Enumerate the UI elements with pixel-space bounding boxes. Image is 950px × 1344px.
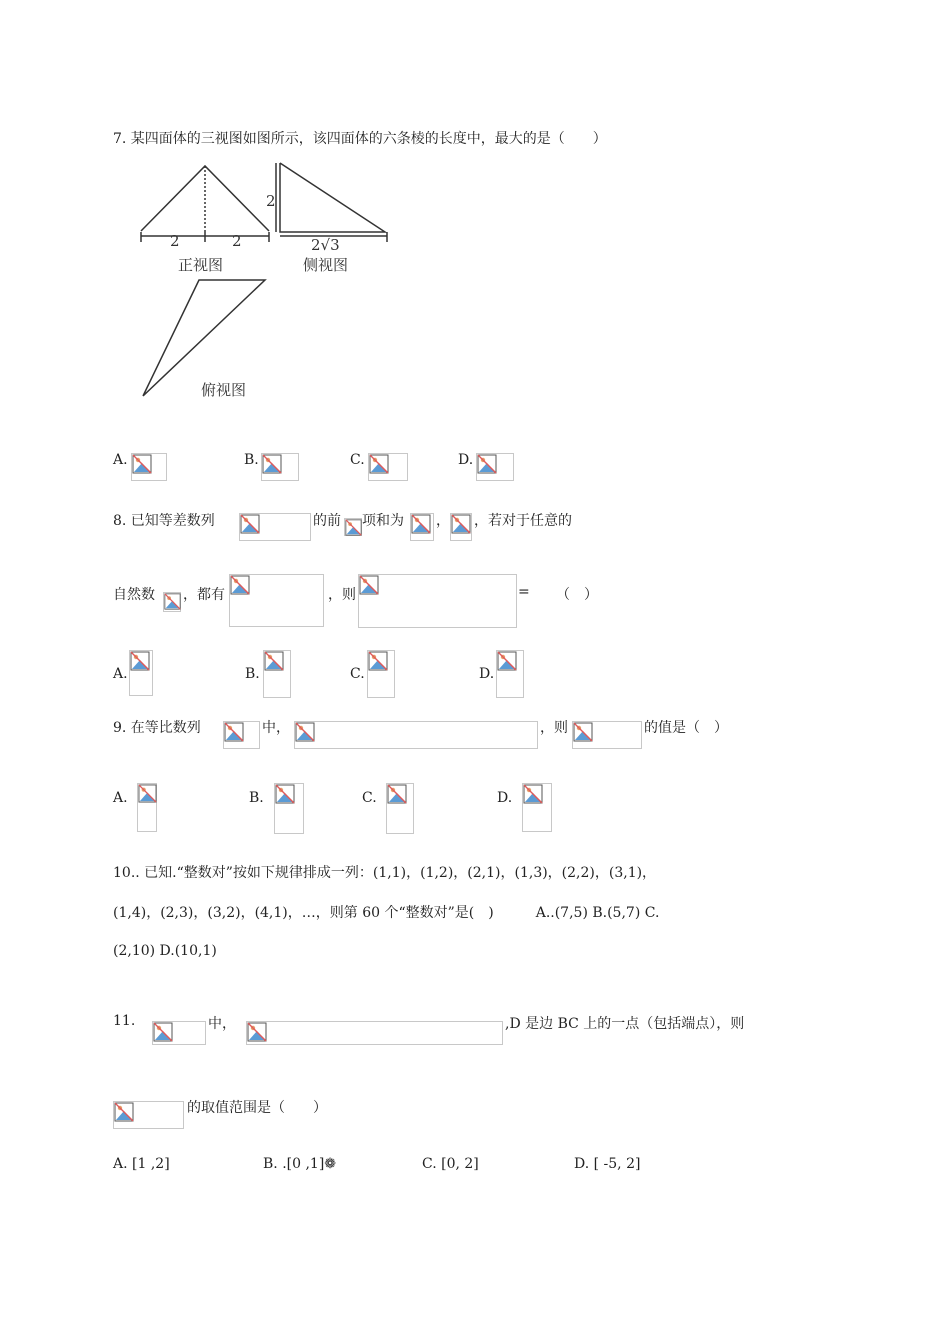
q11-text-1: 11. [113, 1013, 136, 1029]
front-dim-right: 2 [232, 232, 242, 250]
q8-option-b-label: B. [245, 666, 260, 682]
q8-text-10: （ ） [556, 587, 598, 603]
broken-image-icon [247, 1022, 267, 1042]
q8-n-image [344, 518, 362, 536]
q7-option-d-image [476, 453, 514, 481]
broken-image-icon [132, 454, 152, 474]
broken-image-icon [387, 784, 407, 804]
broken-image-icon [497, 651, 517, 671]
q9-condition-image [294, 721, 538, 749]
q8-text-9: = [518, 584, 530, 600]
q8-option-c-label: C. [350, 666, 365, 682]
q9-text-2: 中， [262, 720, 290, 736]
broken-image-icon [359, 575, 379, 595]
broken-image-icon [368, 651, 388, 671]
q8-option-a-label: A. [113, 666, 128, 682]
q8-option-d-image [496, 650, 524, 698]
q7-stem: 7. 某四面体的三视图如图所示，该四面体的六条棱的长度中，最大的是（ ） [113, 131, 607, 147]
q7-option-a-label: A. [113, 452, 128, 468]
side-view-label: 侧视图 [303, 256, 349, 274]
q8-text-3: 项和为 [362, 513, 404, 529]
q7-option-c-label: C. [350, 452, 365, 468]
q10-line-2: (1,4)，(2,3)，(3,2)，(4,1)，…，则第 60 个“整数对”是( ) A..(7,5) B.(5,7) C. [113, 905, 660, 921]
broken-image-icon [573, 722, 593, 742]
q9-option-c-image [386, 783, 414, 834]
broken-image-icon [411, 514, 431, 534]
q8-text-8: ，则 [328, 587, 356, 603]
q8-option-b-image [263, 650, 291, 698]
broken-image-icon [345, 519, 362, 536]
broken-image-icon [262, 454, 282, 474]
q8-text-1: 8. 已知等差数列 [113, 513, 215, 529]
q10-line-3: (2,10) D.(10,1) [113, 943, 217, 959]
q11-option-c: C. [0, 2] [422, 1156, 479, 1172]
side-dim-height: 2 [266, 192, 276, 210]
q7-option-a-image [131, 453, 167, 481]
q7-option-c-image [368, 453, 408, 481]
q9-option-d-image [522, 783, 552, 832]
q8-expression-image [358, 574, 517, 628]
q8-text-5: ，若对于任意的 [474, 513, 572, 529]
q11-text-3: ,D 是边 BC 上的一点（包括端点），则 [505, 1016, 745, 1032]
q9-text-3: ，则 [540, 720, 568, 736]
broken-image-icon [230, 575, 250, 595]
broken-image-icon [114, 1102, 134, 1122]
q11-option-d: D. [ -5, 2] [574, 1156, 641, 1172]
q11-text-4: 的取值范围是（ ） [187, 1100, 327, 1116]
broken-image-icon [240, 514, 260, 534]
q11-option-a: A. [1 ,2] [113, 1156, 170, 1172]
q7-option-b-image [261, 453, 299, 481]
q9-text-1: 9. 在等比数列 [113, 720, 201, 736]
q7-option-d-label: D. [458, 452, 474, 468]
broken-image-icon [224, 722, 244, 742]
broken-image-icon [295, 722, 315, 742]
broken-image-icon [451, 514, 471, 534]
q8-sequence-image [239, 513, 311, 541]
q9-option-b-image [274, 783, 304, 834]
q7-option-b-label: B. [244, 452, 259, 468]
broken-image-icon [477, 454, 497, 474]
q11-text-2: 中， [208, 1016, 236, 1032]
q11-option-b: B. .[0 ,1]❁ [263, 1156, 337, 1172]
q9-sequence-image [223, 721, 260, 749]
broken-image-icon [153, 1022, 173, 1042]
q8-text-6: 自然数 [113, 587, 155, 603]
q9-option-d-label: D. [497, 790, 513, 806]
broken-image-icon [138, 784, 157, 803]
q9-target-image [572, 721, 642, 749]
q8-text-7: ，都有 [183, 587, 225, 603]
q8-ratio-image [229, 574, 324, 627]
broken-image-icon [523, 784, 543, 804]
top-view-label: 俯视图 [201, 381, 247, 399]
q11-triangle-image [152, 1021, 206, 1045]
q9-option-a-label: A. [113, 790, 128, 806]
q9-text-4: 的值是（ ） [644, 720, 728, 736]
q11-expression-image [113, 1101, 184, 1129]
front-dim-left: 2 [170, 232, 180, 250]
q8-sn-image [410, 513, 434, 541]
front-view-label: 正视图 [178, 256, 224, 274]
q9-option-b-label: B. [249, 790, 264, 806]
q8-option-d-label: D. [479, 666, 495, 682]
q8-text-4: ， [436, 513, 450, 529]
broken-image-icon [264, 651, 284, 671]
q10-line-1: 10.. 已知.“整数对”按如下规律排成一列：(1,1)，(1,2)，(2,1)，(1,3)，(2,2)，(3,1)， [113, 865, 657, 881]
q8-option-a-image [129, 650, 153, 696]
side-dim-base: 2√3 [311, 236, 340, 254]
q9-option-a-image [137, 783, 157, 832]
three-view-figure [135, 158, 395, 408]
q8-tn-image [450, 513, 472, 541]
broken-image-icon [369, 454, 389, 474]
broken-image-icon [164, 593, 181, 610]
q8-natural-n-image [163, 592, 181, 612]
q8-option-c-image [367, 650, 395, 698]
q11-condition-image [246, 1021, 503, 1045]
q9-option-c-label: C. [362, 790, 377, 806]
broken-image-icon [130, 651, 150, 671]
q8-text-2: 的前 [313, 513, 341, 529]
broken-image-icon [275, 784, 295, 804]
